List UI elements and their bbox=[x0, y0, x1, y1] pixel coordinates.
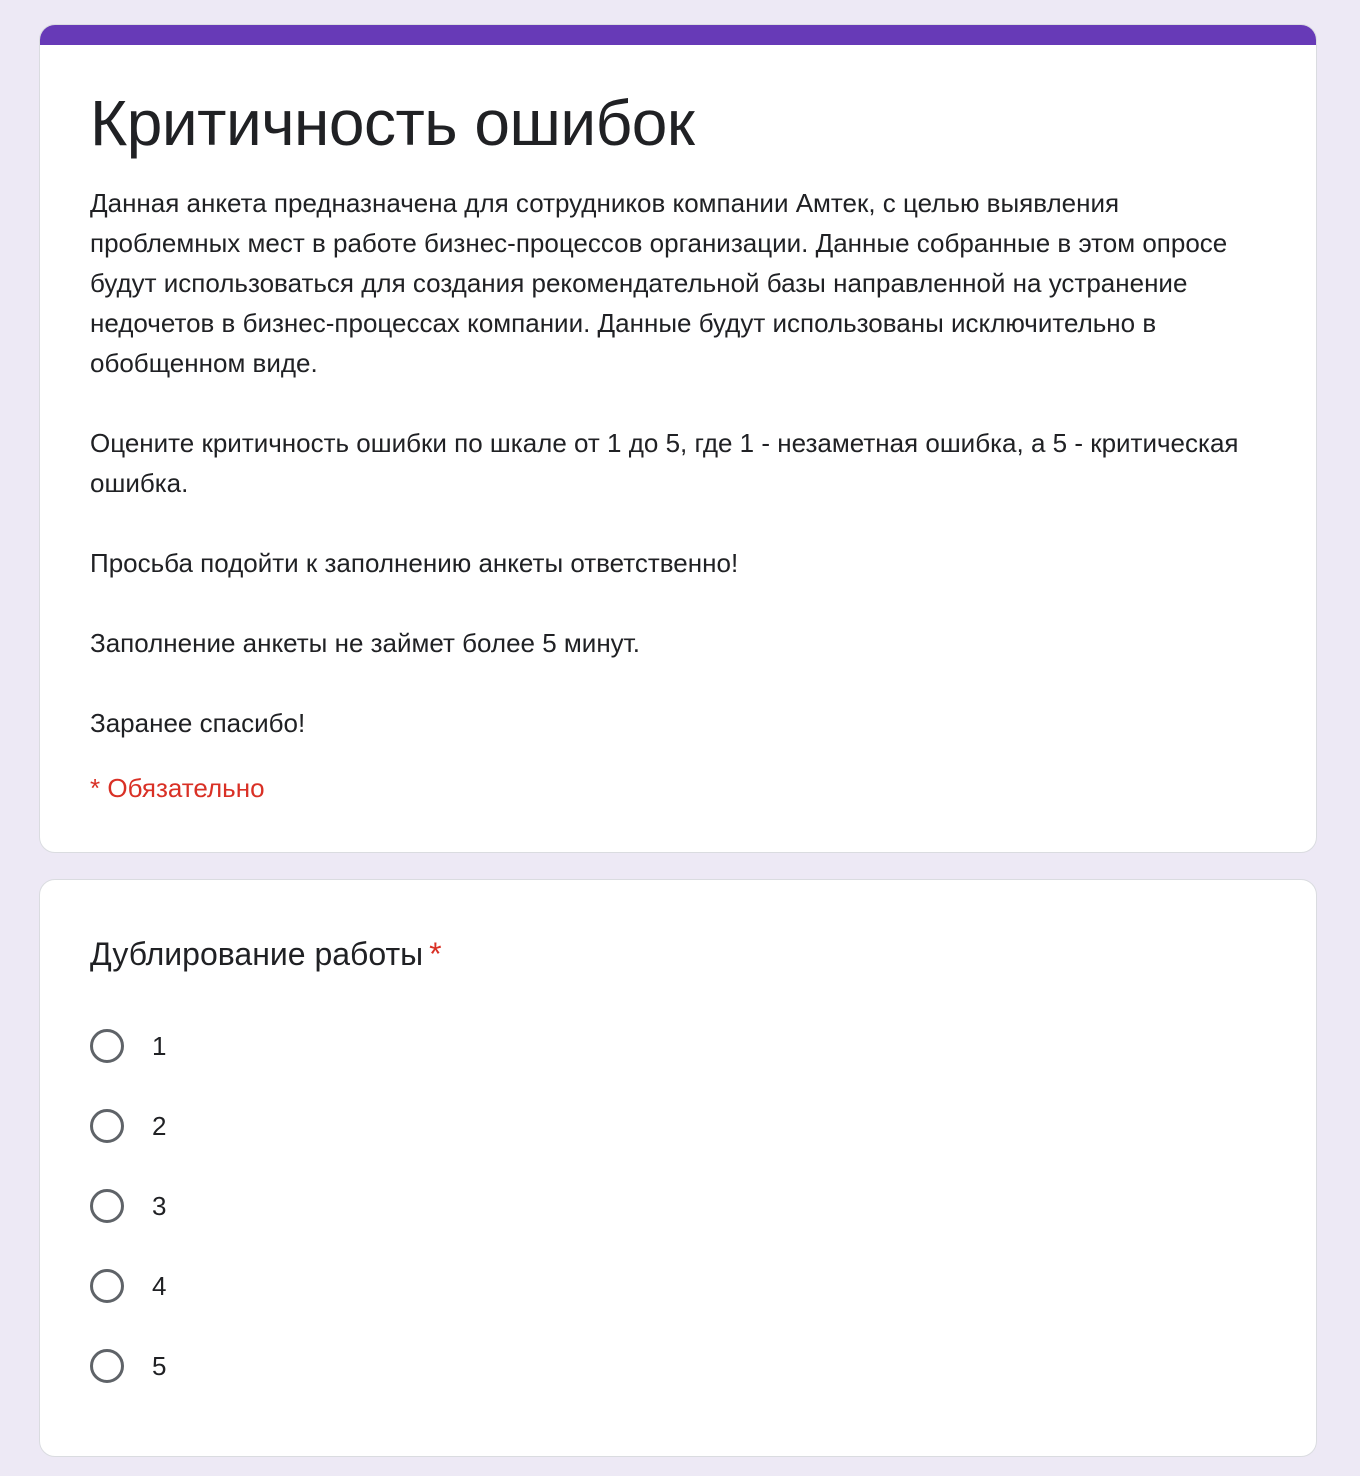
radio-button-icon[interactable] bbox=[90, 1189, 124, 1223]
form-header bbox=[90, 45, 1272, 808]
radio-option-1[interactable] bbox=[90, 1026, 1272, 1066]
radio-button-icon[interactable] bbox=[90, 1029, 124, 1063]
description-paragraph: Заполнение анкеты не займет более 5 минут. bbox=[90, 628, 640, 658]
form-title: Критичность ошибок bbox=[90, 87, 695, 159]
option-label[interactable]: 4 bbox=[152, 1271, 167, 1301]
description-paragraph: Данная анкета предназначена для сотрудников компании Амтек, с целью выявления проблемных мест в работе бизнес-процессов организации. Данные собранные в этом опросе будут использоваться для создания рекомендательной базы направленной на устранение недочетов в бизнес-процессах компании. Данные будут использованы исключительно в обобщенном виде. bbox=[90, 188, 1228, 378]
option-label[interactable]: 1 bbox=[152, 1031, 167, 1061]
form-description bbox=[90, 183, 1272, 743]
accent-bar bbox=[40, 25, 1316, 45]
question-body bbox=[90, 932, 1272, 1426]
option-label[interactable]: 5 bbox=[152, 1351, 167, 1381]
radio-button-icon[interactable] bbox=[90, 1349, 124, 1383]
radio-option-5[interactable] bbox=[90, 1346, 1272, 1386]
radio-option-3[interactable] bbox=[90, 1186, 1272, 1226]
radio-button-icon[interactable] bbox=[90, 1269, 124, 1303]
option-label[interactable]: 2 bbox=[152, 1111, 167, 1141]
radio-option-4[interactable] bbox=[90, 1266, 1272, 1306]
description-paragraph: Оцените критичность ошибки по шкале от 1 до 5, где 1 - незаметная ошибка, а 5 - критическая ошибка. bbox=[90, 428, 1239, 498]
question-title-text: Дублирование работы bbox=[90, 936, 424, 972]
required-star: * bbox=[429, 936, 442, 972]
description-paragraph: Просьба подойти к заполнению анкеты ответственно! bbox=[90, 548, 739, 578]
radio-button-icon[interactable] bbox=[90, 1109, 124, 1143]
question-card bbox=[39, 879, 1317, 1457]
required-note: * Обязательно bbox=[90, 773, 265, 803]
radio-option-2[interactable] bbox=[90, 1106, 1272, 1146]
description-paragraph: Заранее спасибо! bbox=[90, 708, 306, 738]
form-header-card bbox=[39, 24, 1317, 853]
question-title bbox=[90, 932, 1272, 976]
option-label[interactable]: 3 bbox=[152, 1191, 167, 1221]
radio-group bbox=[90, 1026, 1272, 1386]
